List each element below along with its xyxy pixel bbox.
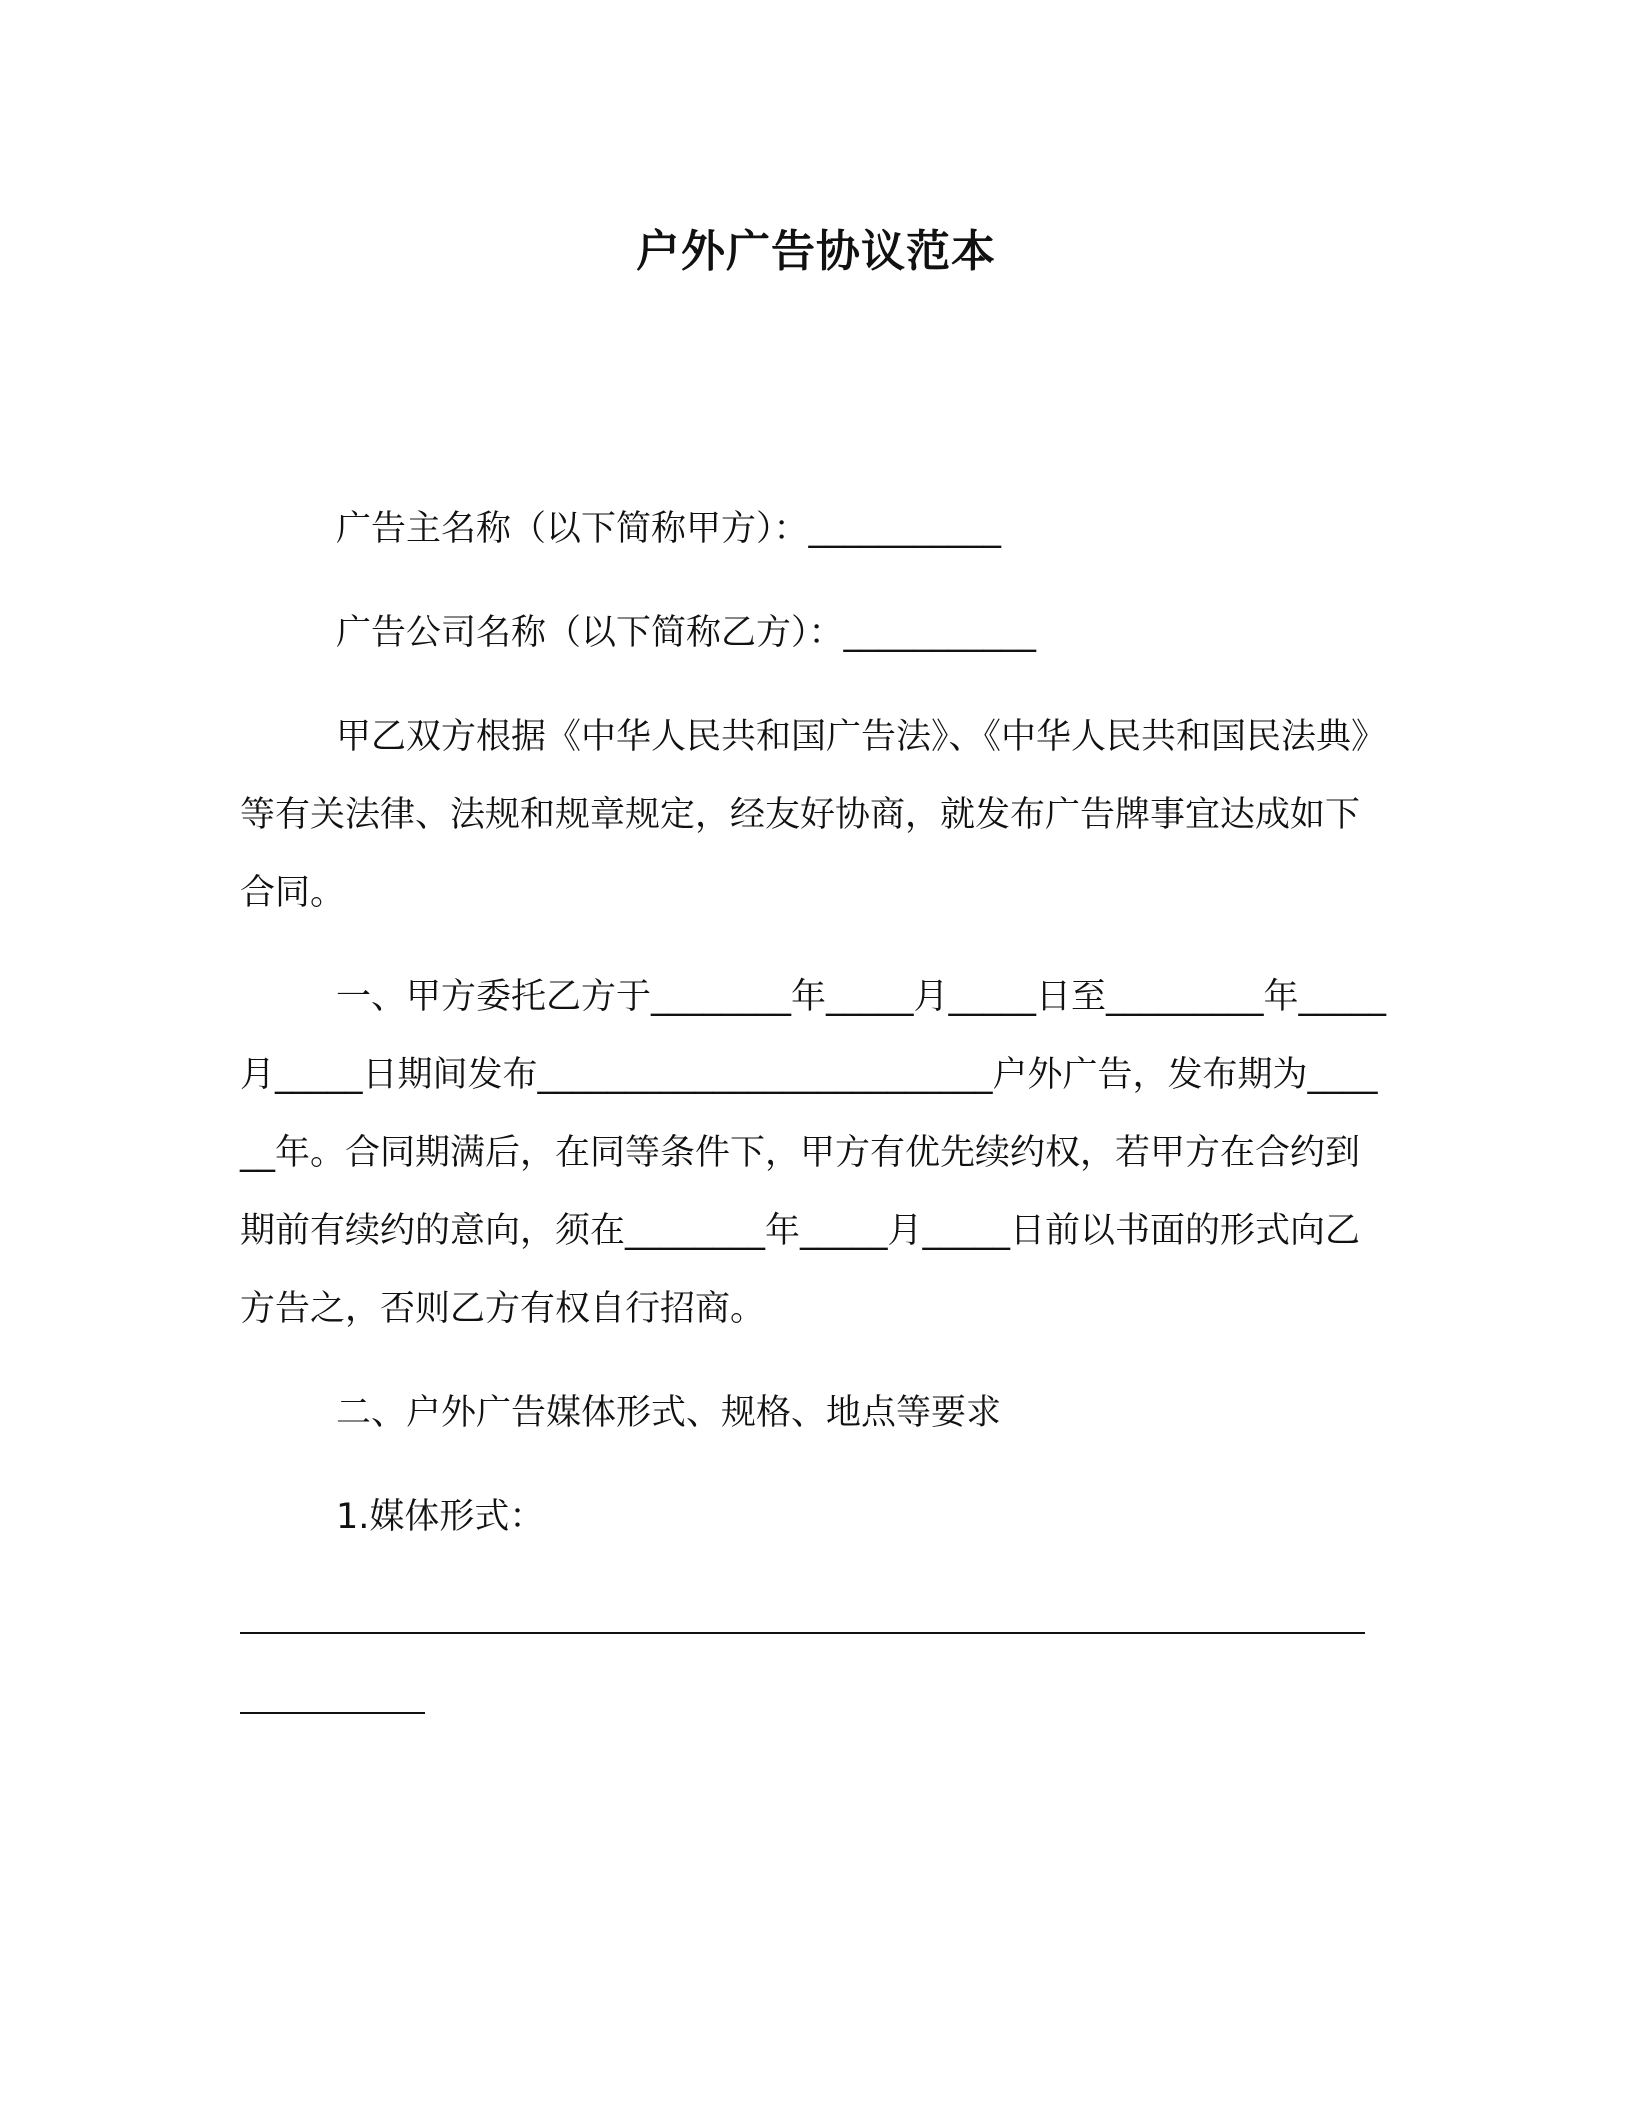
party-a-line: 广告主名称（以下简称甲方）：___________	[336, 509, 1002, 549]
blank-line-full	[240, 1592, 1365, 1634]
blank-line-short	[240, 1672, 425, 1714]
media-form-blank	[240, 1592, 1390, 1714]
party-b-line: 广告公司名称（以下简称乙方）：___________	[336, 613, 1037, 653]
document-title: 户外广告协议范本	[636, 226, 996, 277]
document-body	[240, 490, 1390, 1714]
item-1-media-form: 1.媒体形式：	[336, 1497, 545, 1537]
clause-2-heading: 二、户外广告媒体形式、规格、地点等要求	[336, 1393, 1002, 1433]
intro-paragraph: 甲乙双方根据《中华人民共和国广告法》、《中华人民共和国民法典》等有关法律、法规和规章规定，经友好协商，就发布广告牌事宜达成如下合同。	[240, 717, 1387, 913]
clause-1-paragraph: 一、甲方委托乙方于________年_____月_____日至_________年_____月_____日期间发布__________________________户外广告，发布期为______年。合同期满后，在同等条件下，甲方有优先续约权，若甲方在合约到期前有续约的意向，须在________年_____月_____日前以书面的形式向乙方告之，否则乙方有权自行招商。	[240, 977, 1387, 1329]
